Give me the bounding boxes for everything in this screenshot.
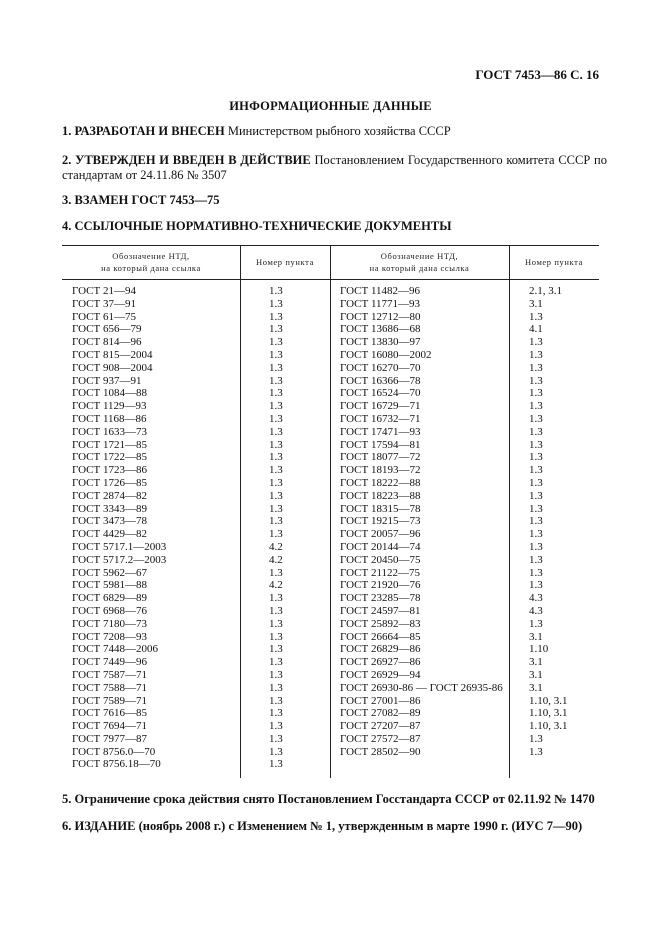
header-designation-left [62, 250, 240, 274]
table-cell-designation: ГОСТ 7616—85 [72, 707, 147, 720]
table-cell-designation: ГОСТ 26664—85 [340, 630, 421, 643]
table-cell-designation: ГОСТ 2874—82 [72, 489, 147, 502]
table-cell-designation: ГОСТ 1633—73 [72, 425, 147, 438]
table-cell-designation: ГОСТ 18193—72 [340, 464, 421, 477]
table-cell-designation: ГОСТ 27207—87 [340, 720, 421, 733]
table-cell-designation: ГОСТ 8756.0—70 [72, 745, 156, 758]
table-cell-designation: ГОСТ 16524—70 [340, 387, 421, 400]
table-cell-designation: ГОСТ 37—91 [72, 297, 136, 310]
item-heading: ССЫЛОЧНЫЕ НОРМАТИВНО-ТЕХНИЧЕСКИЕ ДОКУМЕНТЫ [74, 219, 452, 233]
table-cell-designation: ГОСТ 21—94 [72, 285, 136, 297]
table-cell-clause: 1.3 [269, 617, 283, 630]
table-cell-designation: ГОСТ 7588—71 [72, 681, 147, 694]
table-cell-designation: ГОСТ 4429—82 [72, 528, 147, 541]
item-1 [62, 124, 607, 139]
left-designation-column [72, 285, 166, 771]
table-cell-clause: 1.3 [529, 361, 543, 374]
table-cell-clause: 1.3 [529, 553, 543, 566]
table-cell-designation: ГОСТ 7694—71 [72, 720, 147, 733]
table-cell-designation: ГОСТ 5717.2—2003 [72, 553, 167, 566]
table-cell-clause: 1.3 [529, 528, 543, 541]
header-line: на который дана ссылка [101, 263, 201, 273]
table-cell-clause: 1.3 [529, 348, 543, 361]
item-number: 5. [62, 792, 72, 806]
table-cell-clause: 1.3 [269, 489, 283, 502]
table-cell-designation: ГОСТ 937—91 [72, 374, 142, 387]
item-text: (ноябрь 2008 г.) с Изменением № 1, утвержденным в марте 1990 г. (ИУС 7—90) [135, 819, 583, 833]
table-cell-clause: 1.3 [529, 566, 543, 579]
table-cell-clause: 1.3 [529, 310, 543, 323]
item-number: 1. [62, 124, 72, 138]
table-cell-clause: 1.3 [269, 668, 283, 681]
table-cell-clause: 1.3 [529, 374, 543, 387]
table-cell-designation: ГОСТ 1721—85 [72, 438, 147, 451]
table-divider [240, 245, 241, 778]
table-cell-designation: ГОСТ 1084—88 [72, 387, 147, 400]
table-cell-designation: ГОСТ 18077—72 [340, 451, 421, 464]
table-cell-designation: ГОСТ 20144—74 [340, 540, 421, 553]
table-cell-clause: 1.3 [269, 297, 283, 310]
table-cell-designation: ГОСТ 16732—71 [340, 412, 421, 425]
item-number: 2. [62, 153, 72, 167]
table-cell-designation: ГОСТ 16270—70 [340, 361, 421, 374]
table-cell-clause: 1.3 [529, 425, 543, 438]
table-cell-designation: ГОСТ 1129—93 [72, 400, 147, 413]
table-cell-clause: 1.3 [269, 566, 283, 579]
table-cell-clause: 1.3 [269, 604, 283, 617]
table-cell-clause: 1.3 [269, 476, 283, 489]
table-cell-clause: 1.3 [529, 387, 543, 400]
table-cell-designation: ГОСТ 5717.1—2003 [72, 540, 167, 553]
left-clause-column [269, 285, 283, 771]
table-cell-designation: ГОСТ 17594—81 [340, 438, 421, 451]
table-cell-designation: ГОСТ 26829—86 [340, 643, 421, 656]
table-cell-clause: 1.3 [269, 412, 283, 425]
table-cell-designation: ГОСТ 27572—87 [340, 732, 421, 745]
table-cell-designation: ГОСТ 7587—71 [72, 668, 147, 681]
table-cell-clause: 1.3 [269, 732, 283, 745]
item-heading: РАЗРАБОТАН И ВНЕСЕН [74, 124, 225, 138]
table-cell-designation: ГОСТ 908—2004 [72, 361, 153, 374]
table-cell-clause: 4.3 [529, 592, 543, 605]
table-cell-designation: ГОСТ 7208—93 [72, 630, 147, 643]
table-cell-designation: ГОСТ 5962—67 [72, 566, 147, 579]
table-cell-designation: ГОСТ 16366—78 [340, 374, 421, 387]
table-cell-clause: 1.3 [269, 681, 283, 694]
table-cell-clause: 1.3 [269, 528, 283, 541]
table-cell-clause: 4.2 [269, 540, 283, 553]
table-cell-designation: ГОСТ 20450—75 [340, 553, 421, 566]
table-cell-clause: 1.3 [269, 694, 283, 707]
table-cell-designation: ГОСТ 11771—93 [340, 297, 421, 310]
table-cell-clause: 1.3 [529, 502, 543, 515]
item-number: 6. [62, 819, 72, 833]
header-line: Обозначение НТД, [112, 251, 190, 261]
table-cell-clause: 1.3 [529, 489, 543, 502]
table-cell-clause: 1.3 [529, 515, 543, 528]
table-cell-clause: 1.3 [269, 515, 283, 528]
table-cell-designation: ГОСТ 8756.18—70 [72, 758, 161, 771]
section-title: ИНФОРМАЦИОННЫЕ ДАННЫЕ [229, 99, 432, 113]
table-cell-designation: ГОСТ 6829—89 [72, 592, 147, 605]
table-cell-designation: ГОСТ 3343—89 [72, 502, 147, 515]
table-cell-clause: 1.3 [269, 285, 283, 297]
table-cell-clause: 1.3 [269, 400, 283, 413]
header-clause-right: Номер пункта [525, 257, 583, 267]
table-cell-designation: ГОСТ 7449—96 [72, 656, 147, 669]
table-cell-clause: 1.3 [269, 336, 283, 349]
table-cell-designation: ГОСТ 18315—78 [340, 502, 421, 515]
right-designation-column [340, 285, 503, 758]
table-cell-designation: ГОСТ 13686—68 [340, 323, 421, 336]
table-cell-designation: ГОСТ 6968—76 [72, 604, 147, 617]
table-cell-designation: ГОСТ 26930-86 — ГОСТ 26935-86 [340, 681, 503, 694]
table-cell-clause: 4.2 [269, 553, 283, 566]
table-cell-clause: 1.3 [529, 476, 543, 489]
table-cell-designation: ГОСТ 18222—88 [340, 476, 421, 489]
table-cell-clause: 1.3 [529, 336, 543, 349]
table-cell-clause: 1.3 [269, 656, 283, 669]
table-cell-designation: ГОСТ 7977—87 [72, 732, 147, 745]
table-cell-clause: 1.3 [529, 579, 543, 592]
item-4 [62, 219, 607, 234]
table-cell-clause: 3.1 [529, 297, 543, 310]
table-cell-designation: ГОСТ 27082—89 [340, 707, 421, 720]
table-divider [330, 245, 331, 778]
reference-table [62, 245, 599, 778]
table-cell-clause: 1.3 [269, 451, 283, 464]
table-cell-clause: 1.3 [269, 720, 283, 733]
table-cell-designation: ГОСТ 7589—71 [72, 694, 147, 707]
table-cell-designation: ГОСТ 7448—2006 [72, 643, 158, 656]
table-cell-clause: 1.3 [529, 412, 543, 425]
table-cell-designation: ГОСТ 24597—81 [340, 604, 421, 617]
table-cell-designation: ГОСТ 16729—71 [340, 400, 421, 413]
table-cell-clause: 1.3 [269, 323, 283, 336]
item-number: 3. [62, 193, 72, 207]
table-cell-clause: 4.2 [269, 579, 283, 592]
table-cell-clause: 1.3 [269, 592, 283, 605]
item-text: Ограничение срока действия снято Постановлением Госстандарта СССР от 02.11.92 № 1470 [71, 792, 595, 806]
table-cell-clause: 1.3 [529, 745, 543, 758]
item-2 [62, 153, 607, 183]
table-cell-designation: ГОСТ 20057—96 [340, 528, 421, 541]
table-cell-designation: ГОСТ 23285—78 [340, 592, 421, 605]
table-cell-designation: ГОСТ 18223—88 [340, 489, 421, 502]
table-cell-clause: 3.1 [529, 668, 543, 681]
table-cell-clause: 1.3 [269, 425, 283, 438]
page-header: ГОСТ 7453—86 С. 16 [475, 67, 599, 82]
item-number: 4. [62, 219, 72, 233]
header-line: Обозначение НТД, [380, 251, 459, 261]
item-5 [62, 792, 607, 807]
table-cell-clause: 1.3 [529, 464, 543, 477]
table-cell-clause: 1.3 [529, 400, 543, 413]
table-cell-clause: 1.10, 3.1 [529, 707, 568, 720]
table-cell-clause: 1.3 [529, 617, 543, 630]
table-cell-designation: ГОСТ 25892—83 [340, 617, 421, 630]
table-cell-clause: 1.10 [529, 643, 549, 656]
table-cell-designation: ГОСТ 814—96 [72, 336, 142, 349]
table-cell-clause: 1.3 [529, 451, 543, 464]
table-cell-designation: ГОСТ 815—2004 [72, 348, 153, 361]
table-cell-designation: ГОСТ 1722—85 [72, 451, 147, 464]
table-cell-clause: 2.1, 3.1 [529, 285, 562, 297]
table-cell-designation: ГОСТ 28502—90 [340, 745, 421, 758]
table-cell-clause: 1.3 [269, 707, 283, 720]
table-cell-clause: 1.3 [269, 348, 283, 361]
table-cell-designation: ГОСТ 27001—86 [340, 694, 421, 707]
table-cell-designation: ГОСТ 1723—86 [72, 464, 147, 477]
table-cell-designation: ГОСТ 16080—2002 [340, 348, 432, 361]
table-cell-clause: 1.3 [529, 540, 543, 553]
item-heading: ИЗДАНИЕ [74, 819, 136, 833]
table-cell-clause: 3.1 [529, 656, 543, 669]
table-cell-clause: 3.1 [529, 681, 543, 694]
table-cell-designation: ГОСТ 19215—73 [340, 515, 421, 528]
table-cell-designation: ГОСТ 5981—88 [72, 579, 147, 592]
table-cell-designation: ГОСТ 26929—94 [340, 668, 421, 681]
table-cell-designation: ГОСТ 26927—86 [340, 656, 421, 669]
item-text: Министерством рыбного хозяйства СССР [224, 124, 451, 138]
table-cell-clause: 1.3 [269, 643, 283, 656]
table-cell-clause: 1.3 [269, 464, 283, 477]
table-cell-clause: 4.1 [529, 323, 543, 336]
table-cell-designation: ГОСТ 13830—97 [340, 336, 421, 349]
item-heading: УТВЕРЖДЕН И ВВЕДЕН В ДЕЙСТВИЕ [75, 153, 311, 167]
table-cell-designation: ГОСТ 656—79 [72, 323, 142, 336]
table-cell-clause: 1.3 [269, 310, 283, 323]
item-3 [62, 193, 607, 208]
table-cell-clause: 1.10, 3.1 [529, 694, 568, 707]
table-cell-clause: 1.3 [269, 758, 283, 771]
table-cell-clause: 1.3 [269, 361, 283, 374]
table-cell-clause: 1.3 [529, 438, 543, 451]
table-cell-clause: 1.3 [269, 374, 283, 387]
table-cell-designation: ГОСТ 12712—80 [340, 310, 421, 323]
table-cell-clause: 1.3 [269, 438, 283, 451]
table-cell-designation: ГОСТ 17471—93 [340, 425, 421, 438]
table-cell-clause: 1.3 [269, 502, 283, 515]
table-cell-clause: 1.3 [269, 387, 283, 400]
table-cell-clause: 1.3 [269, 630, 283, 643]
table-cell-designation: ГОСТ 61—75 [72, 310, 136, 323]
item-6 [62, 819, 607, 834]
header-line: на который дана ссылка [369, 263, 470, 273]
table-cell-clause: 1.10, 3.1 [529, 720, 568, 733]
right-clause-column [529, 285, 568, 758]
table-cell-clause: 1.3 [269, 745, 283, 758]
table-cell-clause: 4.3 [529, 604, 543, 617]
table-cell-designation: ГОСТ 1168—86 [72, 412, 147, 425]
table-cell-clause: 3.1 [529, 630, 543, 643]
table-cell-designation: ГОСТ 11482—96 [340, 285, 421, 297]
table-cell-clause: 1.3 [529, 732, 543, 745]
table-cell-designation: ГОСТ 21122—75 [340, 566, 421, 579]
table-cell-designation: ГОСТ 1726—85 [72, 476, 147, 489]
table-cell-designation: ГОСТ 21920—76 [340, 579, 421, 592]
header-clause-left: Номер пункта [256, 257, 314, 267]
header-designation-right [330, 250, 509, 274]
item-text: Постановлением Государственного комитета СССР по стандартам от 24.11.86 № 3507 [62, 153, 607, 182]
table-divider [509, 245, 510, 778]
item-heading: ВЗАМЕН ГОСТ 7453—75 [74, 193, 220, 207]
table-cell-designation: ГОСТ 3473—78 [72, 515, 147, 528]
table-cell-designation: ГОСТ 7180—73 [72, 617, 147, 630]
